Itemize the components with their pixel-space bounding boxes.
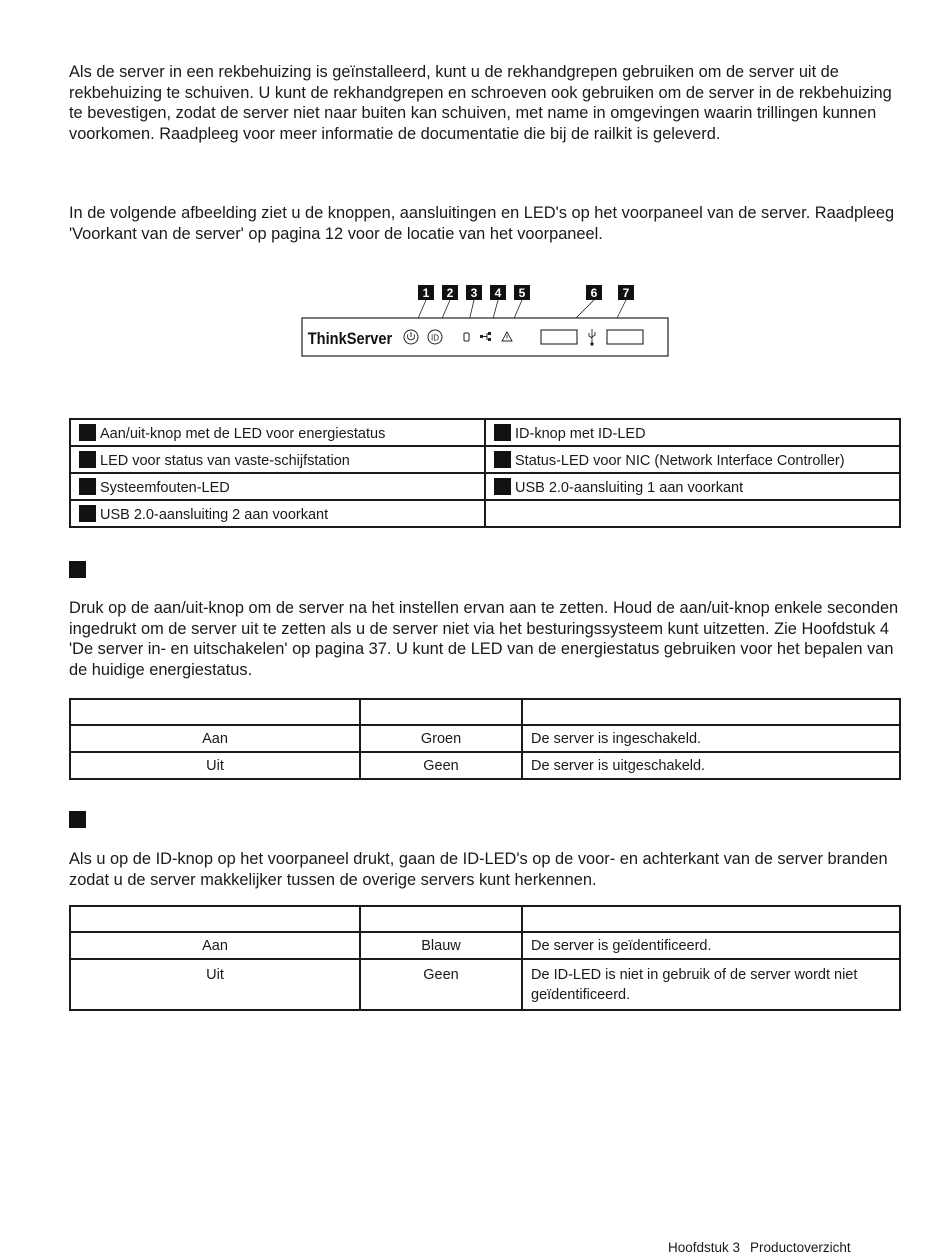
callout-7 [618,285,634,300]
svg-text:5: 5 [518,286,526,300]
thinkserver-logo: ThinkServer [307,330,393,349]
component-cell: ID-knop met ID-LED [485,419,900,446]
component-cell: Systeemfouten-LED [70,473,485,500]
svg-text:7: 7 [622,286,630,300]
callout-square-icon [79,451,96,468]
table-row [70,500,900,527]
callout-6 [586,285,602,300]
callout-4 [490,285,506,300]
led-color-cell: Groen [360,725,522,752]
front-panel-illustration [300,282,672,360]
led-state-cell: Aan [70,932,360,959]
svg-text:4: 4 [494,286,502,300]
page-footer [668,1240,851,1255]
component-cell: Aan/uit-knop met de LED voor energiestatus [70,419,485,446]
rack-handles-paragraph: Als de server in een rekbehuizing is geïnstalleerd, kunt u de rekhandgrepen gebruiken om de server uit de rekbehuizing te schuiven. U kunt de rekhandgrepen en schroeven ook gebruiken om de server in de rekbehuizing te bevestigen, zodat de server niet naar buiten kan schuiven, met name in omgevingen waarin trillingen kunnen voorkomen. Raadpleeg voor meer informatie de documentatie die bij de railkit is geleverd. [69,63,892,143]
component-cell: LED voor status van vaste-schijfstation [70,446,485,473]
callout-square-icon [79,424,96,441]
table-row [70,752,900,779]
footer-title: Productoverzicht [750,1240,851,1255]
section-marker-id [69,811,86,828]
section-marker-power [69,561,86,578]
front-panel-components-table [69,418,901,528]
id-led-table [69,905,901,1011]
led-description-cell: De server is ingeschakeld. [522,725,900,752]
id-button-paragraph: Als u op de ID-knop op het voorpaneel drukt, gaan de ID-LED's op de voor- en achterkant van de server branden zodat u de server makkelijker tussen de overige servers kunt herkennen. [69,850,888,889]
svg-text:2: 2 [446,286,454,300]
svg-text:1: 1 [422,286,430,300]
component-cell: USB 2.0-aansluiting 2 aan voorkant [70,500,485,527]
callout-square-icon [494,451,511,468]
front-panel-intro-paragraph: In de volgende afbeelding ziet u de knoppen, aansluitingen en LED's op het voorpaneel van de server. Raadpleeg 'Voorkant van de server' op pagina 12 voor de locatie van het voorpaneel. [69,204,895,243]
callout-square-icon [494,424,511,441]
power-led-table [69,698,901,780]
led-color-cell: Geen [360,959,522,1010]
led-color-cell: Geen [360,752,522,779]
led-state-cell: Aan [70,725,360,752]
usb-port-1 [541,330,577,344]
led-description-cell: De server is uitgeschakeld. [522,752,900,779]
led-description-cell: De ID-LED is niet in gebruik of de server wordt niet geïdentificeerd. [522,959,900,1010]
table-row [70,473,900,500]
callout-1 [418,285,434,300]
table-row [70,446,900,473]
callout-5 [514,285,530,300]
component-cell-empty [485,500,900,527]
svg-text:3: 3 [470,286,478,300]
callout-2 [442,285,458,300]
callout-square-icon [79,478,96,495]
led-description-cell: De server is geïdentificeerd. [522,932,900,959]
callout-square-icon [494,478,511,495]
table-row [70,959,900,1010]
led-state-cell: Uit [70,752,360,779]
svg-text:6: 6 [590,286,598,300]
led-color-cell: Blauw [360,932,522,959]
table-row [70,932,900,959]
table-header-row [70,906,900,932]
footer-chapter: Hoofdstuk 3 [668,1240,741,1255]
led-state-cell: Uit [70,959,360,1010]
power-button-paragraph: Druk op de aan/uit-knop om de server na het instellen ervan aan te zetten. Houd de aan/uit-knop enkele seconden ingedrukt om de server uit te zetten als u de server niet via het besturingssysteem kunt uitzetten. Zie Hoofdstuk 4 'De server in- en uitschakelen' op pagina 37. U kunt de LED van de energiestatus gebruiken voor het bepalen van de huidige energiestatus. [69,599,899,679]
callout-3 [466,285,482,300]
table-header-row [70,699,900,725]
component-cell: USB 2.0-aansluiting 1 aan voorkant [485,473,900,500]
svg-text:ID: ID [431,333,439,343]
table-row [70,725,900,752]
usb-port-2 [607,330,643,344]
callout-square-icon [79,505,96,522]
table-row [70,419,900,446]
component-cell: Status-LED voor NIC (Network Interface Controller) [485,446,900,473]
